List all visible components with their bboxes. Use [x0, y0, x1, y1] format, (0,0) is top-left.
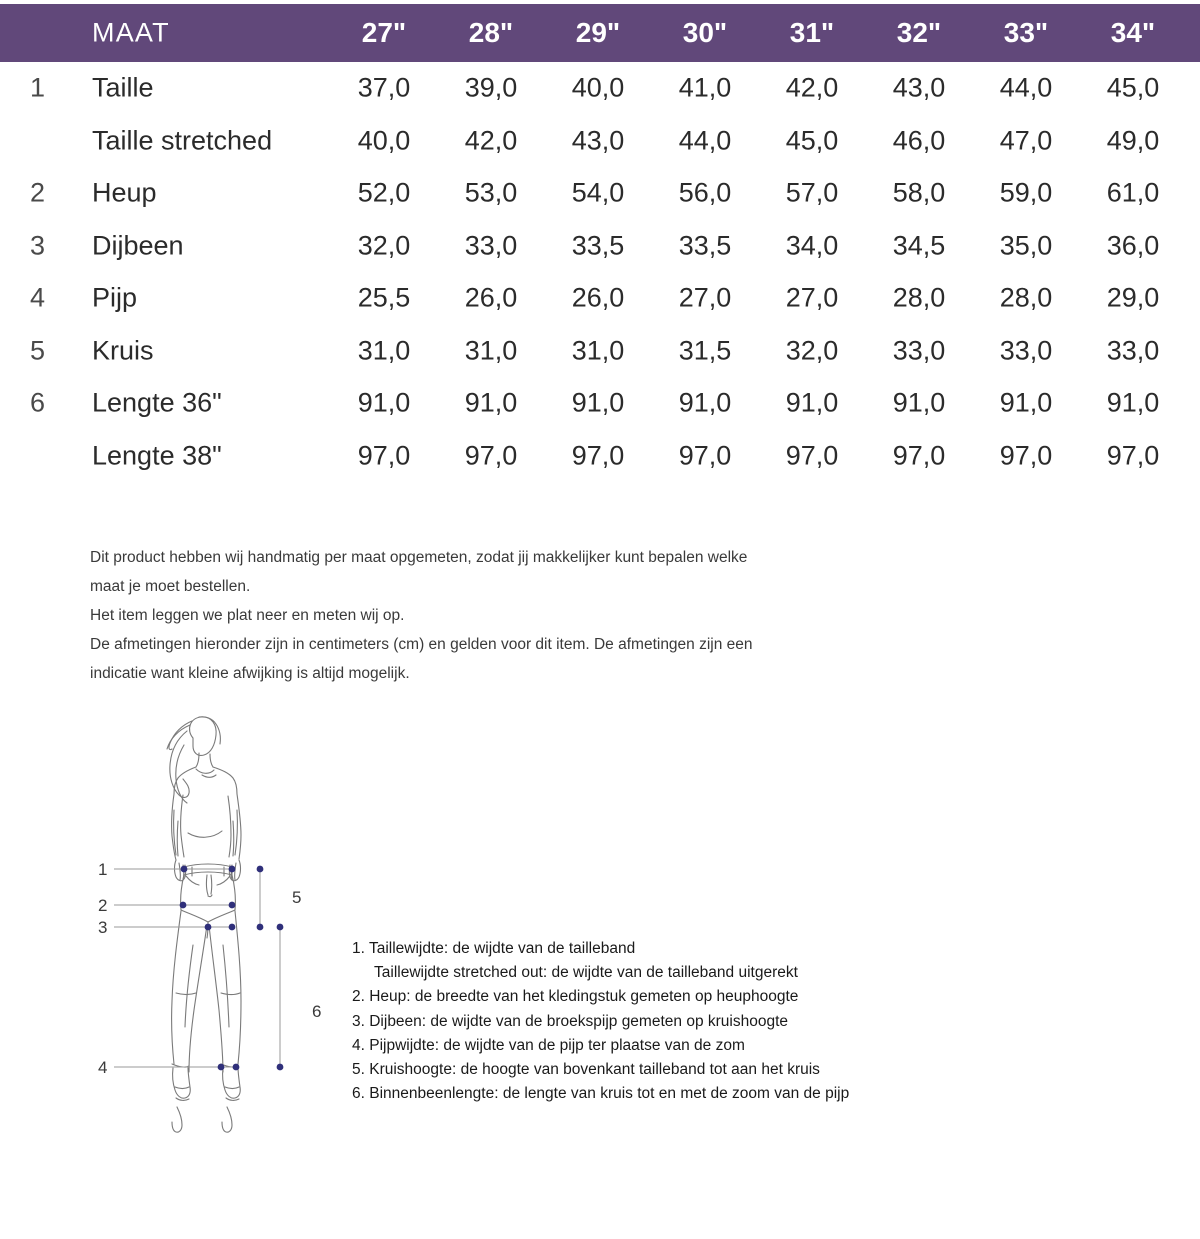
measurement-dot — [229, 924, 236, 931]
measurement-dots — [180, 866, 284, 1071]
table-cell: 33,0 — [999, 335, 1053, 366]
measurement-guides — [114, 869, 280, 1067]
legend-item-2: 2. Heup: de breedte van het kledingstuk gemeten op heuphoogte — [352, 988, 799, 1006]
table-cell: 97,0 — [464, 440, 518, 471]
legend-item-5: 5. Kruishoogte: de hoogte van bovenkant tailleband tot aan het kruis — [352, 1061, 820, 1079]
marker-label-1: 1 — [98, 860, 108, 879]
table-cell: 58,0 — [892, 177, 946, 208]
measurement-dot — [229, 902, 236, 909]
legend-item-1: 1. Taillewijdte: de wijdte van de tailleband — [352, 940, 636, 957]
marker-label-4: 4 — [98, 1058, 108, 1077]
table-cell: 91,0 — [464, 387, 518, 418]
column-header-size-27: 27" — [361, 17, 407, 48]
table-cell: 25,5 — [357, 282, 411, 313]
table-cell: 97,0 — [785, 440, 839, 471]
table-cell: 32,0 — [785, 335, 839, 366]
table-cell: 26,0 — [571, 282, 625, 313]
row-index: 2 — [30, 177, 46, 208]
table-cell: 40,0 — [357, 125, 411, 156]
measurement-dot — [180, 902, 187, 909]
table-cell: 42,0 — [785, 72, 839, 103]
table-cell: 91,0 — [892, 387, 946, 418]
notes-line: Het item leggen we plat neer en meten wij op. — [90, 607, 405, 624]
marker-labels — [98, 860, 321, 1077]
table-cell: 29,0 — [1106, 282, 1160, 313]
table-cell: 57,0 — [785, 177, 839, 208]
measurement-dot — [277, 924, 284, 931]
legend-item-1-sub: Taillewijdte stretched out: de wijdte van de tailleband uitgerekt — [374, 964, 798, 982]
table-cell: 43,0 — [892, 72, 946, 103]
column-header-size-34: 34" — [1110, 17, 1156, 48]
measurements-table — [0, 62, 1200, 482]
table-cell: 33,0 — [892, 335, 946, 366]
table-cell: 28,0 — [999, 282, 1053, 313]
table-cell: 31,0 — [357, 335, 411, 366]
measurement-dot — [205, 924, 212, 931]
table-cell: 40,0 — [571, 72, 625, 103]
row-label: Dijbeen — [92, 230, 184, 261]
table-cell: 59,0 — [999, 177, 1053, 208]
notes-line: indicatie want kleine afwijking is altijd mogelijk. — [90, 665, 410, 682]
table-cell: 91,0 — [571, 387, 625, 418]
table-cell: 41,0 — [678, 72, 732, 103]
table-cell: 36,0 — [1106, 230, 1160, 261]
row-index: 3 — [30, 230, 46, 261]
figure-svg — [80, 715, 380, 1185]
column-header-size-33: 33" — [1003, 17, 1049, 48]
row-label: Taille — [92, 72, 154, 103]
measurement-dot — [277, 1064, 284, 1071]
row-label: Lengte 38" — [92, 440, 222, 471]
row-label: Heup — [92, 177, 157, 208]
table-cell: 52,0 — [357, 177, 411, 208]
table-cell: 33,5 — [571, 230, 625, 261]
table-cell: 39,0 — [464, 72, 518, 103]
table-cell: 97,0 — [571, 440, 625, 471]
measurement-dot — [233, 1064, 240, 1071]
row-label: Taille stretched — [92, 125, 273, 156]
table-row — [0, 220, 1200, 273]
measurement-dot — [257, 866, 264, 873]
table-row — [0, 325, 1200, 378]
table-cell: 97,0 — [892, 440, 946, 471]
row-index: 5 — [30, 335, 46, 366]
table-row — [0, 430, 1200, 483]
table-row — [0, 62, 1200, 115]
column-header-size-30: 30" — [682, 17, 728, 48]
measurement-dot — [229, 866, 236, 873]
table-row — [0, 272, 1200, 325]
row-label: Pijp — [92, 282, 138, 313]
table-cell: 53,0 — [464, 177, 518, 208]
table-cell: 33,0 — [1106, 335, 1160, 366]
measurement-legend — [352, 937, 992, 1106]
table-cell: 33,0 — [464, 230, 518, 261]
column-header-size-29: 29" — [575, 17, 621, 48]
table-cell: 56,0 — [678, 177, 732, 208]
table-cell: 31,5 — [678, 335, 732, 366]
notes-line: Dit product hebben wij handmatig per maat opgemeten, zodat jij makkelijker kunt bepalen welke — [90, 549, 748, 566]
table-cell: 97,0 — [999, 440, 1053, 471]
table-cell: 32,0 — [357, 230, 411, 261]
table-cell: 37,0 — [357, 72, 411, 103]
table-cell: 31,0 — [571, 335, 625, 366]
table-cell: 61,0 — [1106, 177, 1160, 208]
table-cell: 47,0 — [999, 125, 1053, 156]
table-cell: 54,0 — [571, 177, 625, 208]
table-cell: 42,0 — [464, 125, 518, 156]
measurement-notes — [90, 543, 920, 688]
table-cell: 34,0 — [785, 230, 839, 261]
table-cell: 31,0 — [464, 335, 518, 366]
table-cell: 43,0 — [571, 125, 625, 156]
table-cell: 97,0 — [357, 440, 411, 471]
table-cell: 91,0 — [357, 387, 411, 418]
table-cell: 46,0 — [892, 125, 946, 156]
notes-line: De afmetingen hieronder zijn in centimeters (cm) en gelden voor dit item. De afmetingen zijn een — [90, 636, 753, 653]
row-index: 1 — [30, 72, 46, 103]
table-cell: 97,0 — [1106, 440, 1160, 471]
measurement-dot — [257, 924, 264, 931]
legend-item-6: 6. Binnenbeenlengte: de lengte van kruis tot en met de zoom van de pijp — [352, 1085, 850, 1103]
table-row — [0, 115, 1200, 168]
row-index: 4 — [30, 282, 46, 313]
column-header-size-28: 28" — [468, 17, 514, 48]
table-cell: 27,0 — [785, 282, 839, 313]
table-row — [0, 167, 1200, 220]
table-cell: 26,0 — [464, 282, 518, 313]
table-cell: 33,5 — [678, 230, 732, 261]
table-cell: 44,0 — [999, 72, 1053, 103]
legend-item-4: 4. Pijpwijdte: de wijdte van de pijp ter plaatse van de zom — [352, 1036, 745, 1054]
table-header-inner — [0, 4, 1200, 62]
table-cell: 45,0 — [1106, 72, 1160, 103]
table-cell: 34,5 — [892, 230, 946, 261]
table-cell: 27,0 — [678, 282, 732, 313]
row-label: Lengte 36" — [92, 387, 222, 418]
table-cell: 49,0 — [1106, 125, 1160, 156]
table-cell: 91,0 — [999, 387, 1053, 418]
table-cell: 97,0 — [678, 440, 732, 471]
table-cell: 91,0 — [678, 387, 732, 418]
marker-label-2: 2 — [98, 896, 108, 915]
table-row — [0, 377, 1200, 430]
marker-label-5: 5 — [292, 888, 302, 907]
marker-label-3: 3 — [98, 918, 108, 937]
table-cell: 91,0 — [1106, 387, 1160, 418]
column-header-size-31: 31" — [789, 17, 835, 48]
column-header-size-32: 32" — [896, 17, 942, 48]
row-label: Kruis — [92, 335, 154, 366]
marker-label-6: 6 — [312, 1002, 322, 1021]
table-cell: 91,0 — [785, 387, 839, 418]
measurement-figure — [80, 715, 380, 1185]
row-index: 6 — [30, 387, 46, 418]
table-cell: 44,0 — [678, 125, 732, 156]
legend-item-3: 3. Dijbeen: de wijdte van de broekspijp gemeten op kruishoogte — [352, 1012, 788, 1030]
notes-line: maat je moet bestellen. — [90, 578, 251, 595]
table-cell: 45,0 — [785, 125, 839, 156]
table-header-bar — [0, 4, 1200, 62]
table-cell: 35,0 — [999, 230, 1053, 261]
measurement-dot — [181, 866, 188, 873]
column-header-maat: MAAT — [92, 17, 170, 48]
measurement-dot — [218, 1064, 225, 1071]
table-cell: 28,0 — [892, 282, 946, 313]
